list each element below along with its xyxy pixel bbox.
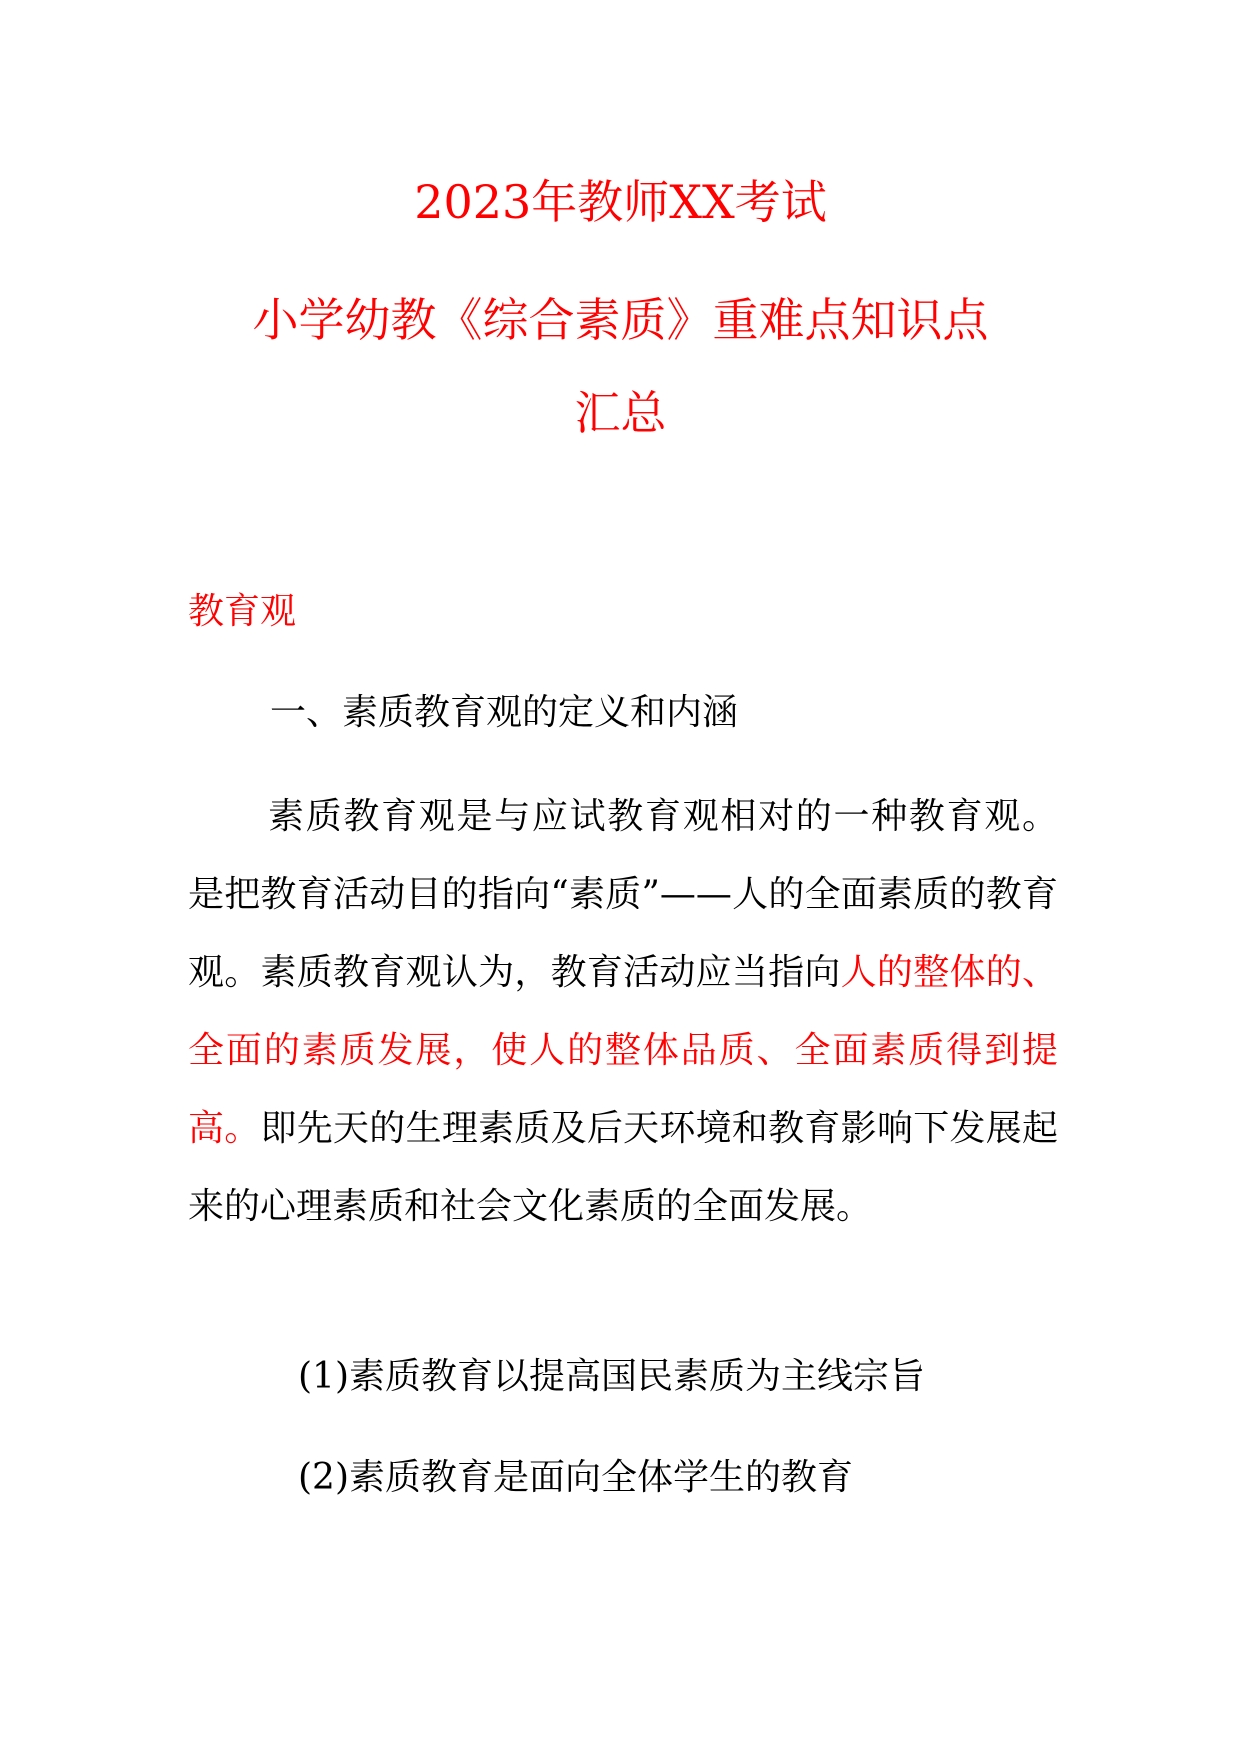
- document-title-line-2: 小学幼教《综合素质》重难点知识点: [252, 293, 989, 347]
- list-item: (1)素质教育以提高国民素质为主线宗旨: [298, 1356, 925, 1397]
- list-item: (2)素质教育是面向全体学生的教育: [298, 1457, 853, 1498]
- section-heading: 教育观: [188, 591, 297, 632]
- paragraph-text-part-2: 即先天的生理素质及后天环境和教育影响下发展起来的心理素质和社会文化素质的全面发展。: [188, 1108, 1058, 1227]
- paragraph-highlight-text: 人的整体的、全面的素质发展，使人的整体品质、全面素质得到提高。: [188, 952, 1058, 1149]
- paragraph-text-part-1: 素质教育观是与应试教育观相对的一种教育观。是把教育活动目的指向“素质”——人的全面素质的教育观。素质教育观认为，教育活动应当指向: [188, 796, 1058, 993]
- body-paragraph: [188, 778, 1058, 1246]
- document-title-line-3: 汇总: [574, 386, 667, 440]
- subheading: 一、素质教育观的定义和内涵: [270, 692, 739, 733]
- document-title-line-1: 2023年教师XX考试: [414, 175, 827, 229]
